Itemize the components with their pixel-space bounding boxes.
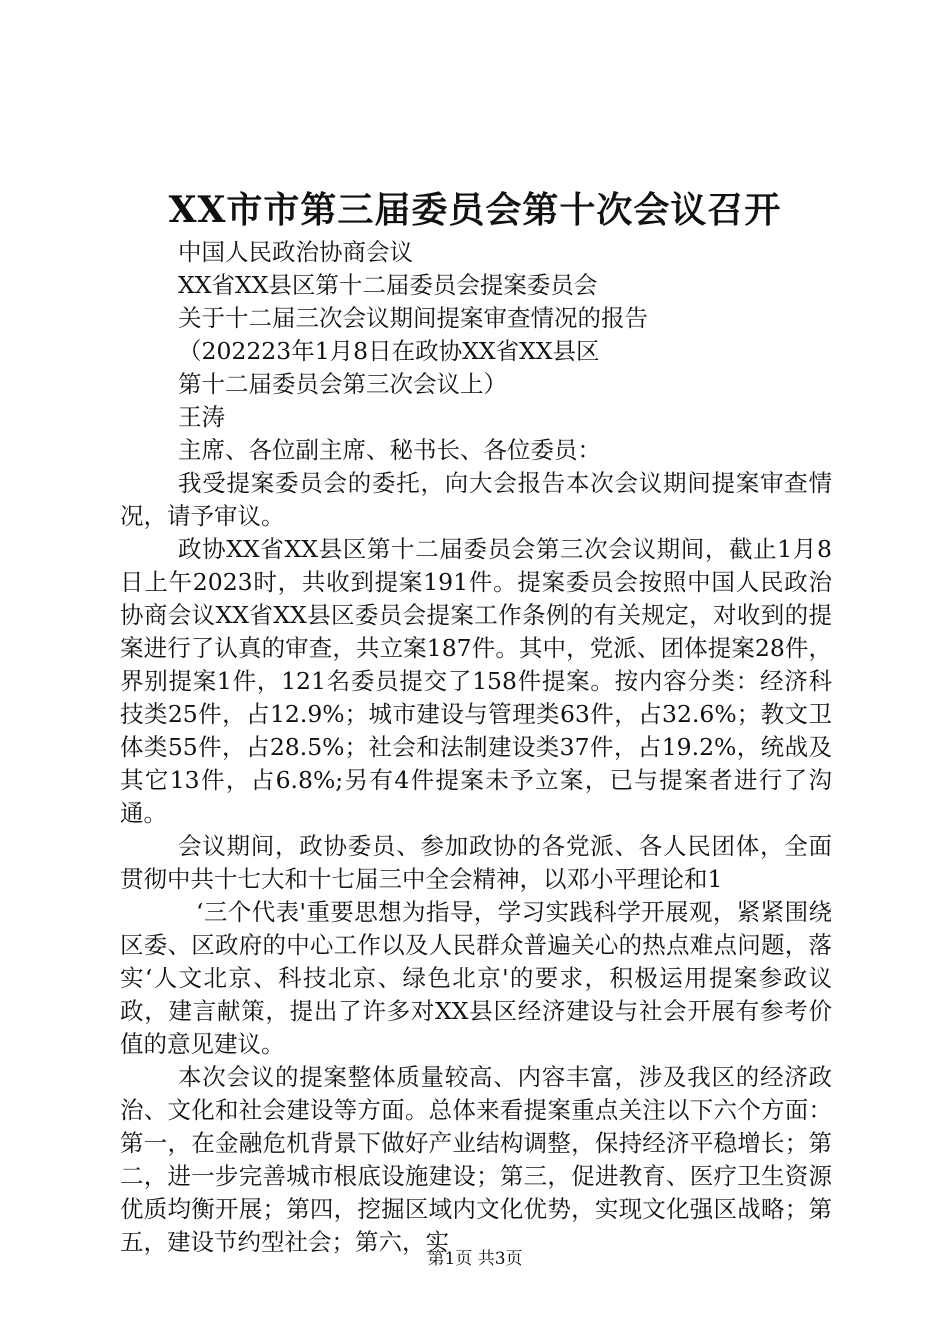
header-line-committee: XX省XX县区第十二届委员会提案委员会 xyxy=(178,271,598,299)
header-line-author: 王涛 xyxy=(178,403,225,431)
paragraph-statistics: 政协XX省XX县区第十二届委员会第三次会议期间，截止1月8日上午2023时，共收到提案191件。提案委员会按照中国人民政治协商会议XX省XX县区委员会提案工作条例的有关规定，对收到的提案进行了认真的审查，共立案187件。其中，党派、团体提案28件，界别提案1件，121名委员提交了158件提案。按内容分类：经济科技类25件，占12.9%；城市建设与管理类63件，占32.6%；教文卫体类55件，占28.5%；社会和法制建设类37件，占19.2%，统战及其它13件，占6.8%;另有4件提案未予立案，已与提案者进行了沟通。 xyxy=(120,535,832,827)
document-title: XX市市第三届委员会第十次会议召开 xyxy=(168,189,782,231)
paragraph-meeting-period: 会议期间，政协委员、参加政协的各党派、各人民团体，全面贯彻中共十七大和十七届三中全会精神，以邓小平理论和1 xyxy=(120,832,832,893)
header-line-meeting: 第十二届委员会第三次会议上） xyxy=(178,370,507,398)
header-line-report-title: 关于十二届三次会议期间提案审查情况的报告 xyxy=(178,304,648,332)
paragraph-guiding-thought: ‘三个代表'重要思想为指导，学习实践科学开展观，紧紧围绕区委、区政府的中心工作以及人民群众普遍关心的热点难点问题，落实‘人文北京、科技北京、绿色北京'的要求，积极运用提案参政议政，建言献策，提出了许多对XX县区经济建设与社会开展有参考价值的意见建议。 xyxy=(120,898,832,1058)
header-line-date: （202223年1月8日在政协XX省XX县区 xyxy=(178,337,600,365)
header-line-org: 中国人民政治协商会议 xyxy=(178,238,413,266)
paragraph-quality: 本次会议的提案整体质量较高、内容丰富，涉及我区的经济政治、文化和社会建设等方面。总体来看提案重点关注以下六个方面：第一，在金融危机背景下做好产业结构调整，保持经济平稳增长；第二，进一步完善城市根底设施建设；第三，促进教育、医疗卫生资源优质均衡开展；第四，挖掘区域内文化优势，实现文化强区战略；第五，建设节约型社会；第六，实 xyxy=(120,1063,832,1256)
document-body xyxy=(120,236,832,1259)
paragraph-intro: 我受提案委员会的委托，向大会报告本次会议期间提案审查情况，请予审议。 xyxy=(120,469,832,530)
header-line-salutation: 主席、各位副主席、秘书长、各位委员： xyxy=(178,436,601,464)
page-footer: 第1页 共3页 xyxy=(427,1249,523,1269)
